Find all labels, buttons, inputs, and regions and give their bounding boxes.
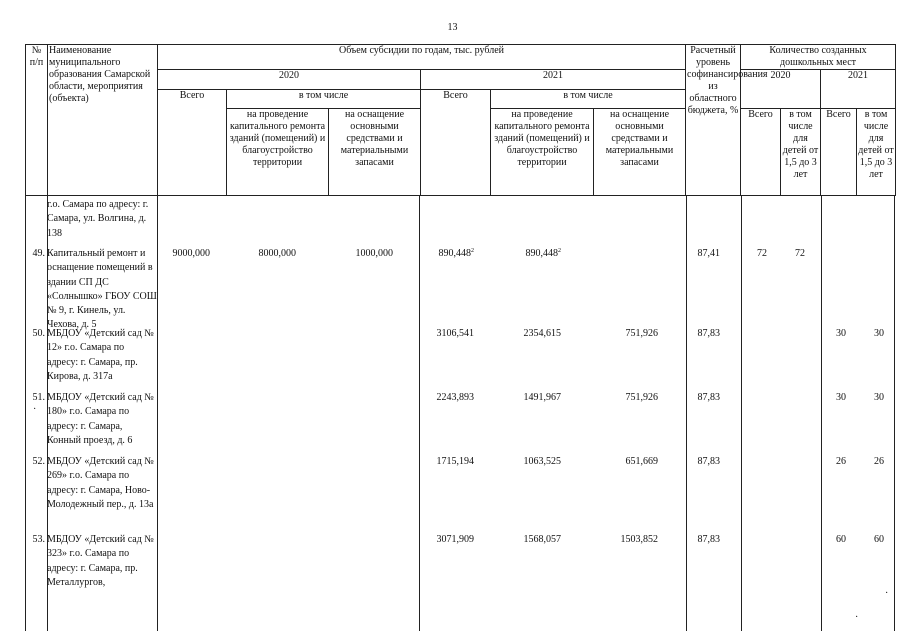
cell-value: 2243,893: [436, 392, 474, 403]
cell-p2021y: [804, 327, 884, 341]
cell-value: 87,83: [697, 392, 720, 403]
header-total-2021: Всего: [421, 89, 491, 196]
cell-r2021: [481, 533, 561, 547]
cell-t2021: [394, 247, 474, 261]
cell-value: 8000,000: [258, 248, 296, 259]
cell-t2020: [130, 247, 210, 261]
cell-r2021: [481, 391, 561, 405]
cell-t2021: [394, 533, 474, 547]
cell-value: 26: [836, 456, 846, 467]
row-index: 53.: [32, 534, 45, 545]
row-name: Капитальный ремонт и оснащение помещений в здании СП ДС «Солнышко» ГБОУ СОШ № 9, г. Кинель, ул. Чехова, д. 5: [47, 248, 157, 331]
cell-value: 72: [795, 248, 805, 259]
row-name: МБДОУ «Детский сад № 12» г.о. Самара по адресу: г. Самара, пр. Кирова, д. 317а: [47, 328, 154, 382]
footnote-mark: 2: [471, 248, 474, 254]
cell-e2020: [313, 247, 393, 261]
header-num: № п/п: [26, 45, 48, 196]
row-name: МБДОУ «Детский сад № 180» г.о. Самара по адресу: г. Самара, Конный проезд, д. 6: [47, 392, 154, 446]
header-equip-2020: на оснащение основными средствами и материальными запасами: [329, 109, 421, 196]
cell-value: 60: [836, 534, 846, 545]
cell-p2021y: [804, 391, 884, 405]
header-places-2020: 2020: [741, 70, 821, 109]
header-year-2020: 2020: [158, 70, 421, 90]
cell-p2021y: [804, 455, 884, 469]
cell-p2021y: [804, 533, 884, 547]
cell-value: 9000,000: [172, 248, 210, 259]
header-places: Количество созданных дошкольных мест: [741, 45, 896, 70]
footnote-mark: 2: [558, 248, 561, 254]
page-number: 13: [447, 22, 458, 33]
cell-value: 30: [836, 328, 846, 339]
header-incl-2021: в том числе: [491, 89, 686, 109]
cell-value: 1000,000: [355, 248, 393, 259]
cell-t2021: [394, 391, 474, 405]
cell-value: 3106,541: [436, 328, 474, 339]
column-rule: [821, 195, 822, 631]
cell-value: 1715,194: [436, 456, 474, 467]
header-places-incl-2021: в том числе для детей от 1,5 до 3 лет: [857, 109, 896, 196]
header-level: Расчетный уровень софинансирования из областного бюджета, %: [686, 45, 741, 196]
cell-value: 1063,525: [523, 456, 561, 467]
scan-mark: ·: [885, 588, 889, 599]
cell-level: [640, 455, 720, 469]
scan-mark: ·: [33, 404, 37, 415]
cell-level: [640, 327, 720, 341]
row-index: 49.: [32, 248, 45, 259]
row-index: 50.: [32, 328, 45, 339]
header-total-2020: Всего: [158, 89, 227, 196]
cell-value: 751,926: [625, 328, 658, 339]
header-subsidy: Объем субсидии по годам, тыс. рублей: [158, 45, 686, 70]
scan-mark: ·: [855, 612, 859, 623]
cell-r2020: [216, 247, 296, 261]
table-header: [25, 44, 896, 196]
cell-value: 30: [874, 328, 884, 339]
header-places-incl-2020: в том числе для детей от 1,5 до 3 лет: [781, 109, 821, 196]
cell-value: 2354,615: [523, 328, 561, 339]
header-equip-2021: на оснащение основными средствами и материальными запасами: [594, 109, 686, 196]
cell-value: 1568,057: [523, 534, 561, 545]
cell-value: 651,669: [625, 456, 658, 467]
header-places-2021: 2021: [821, 70, 896, 109]
header-year-2021: 2021: [421, 70, 686, 90]
cell-value: 26: [874, 456, 884, 467]
header-repair-2021: на проведение капитального ремонта зданий (помещений) и благоустройство территории: [491, 109, 594, 196]
cell-value: 30: [836, 392, 846, 403]
cell-t2021: [394, 327, 474, 341]
header-name: Наименование муниципального образования Самарской области, мероприятия (объекта): [48, 45, 158, 196]
column-rule: [894, 195, 895, 631]
cell-value: 87,41: [697, 248, 720, 259]
header-repair-2020: на проведение капитального ремонта зданий (помещений) и благоустройство территории: [227, 109, 329, 196]
cell-value: 87,83: [697, 534, 720, 545]
continuation-text: г.о. Самара по адресу: г. Самара, ул. Волгина, д. 138: [47, 199, 149, 239]
cell-t2021: [394, 455, 474, 469]
cell-value: 751,926: [625, 392, 658, 403]
cell-value: 60: [874, 534, 884, 545]
row-index: 51.: [32, 392, 45, 403]
cell-r2021: [481, 455, 561, 469]
cell-level: [640, 533, 720, 547]
cell-value: 87,83: [697, 328, 720, 339]
cell-r2021: [481, 327, 561, 341]
row-name: МБДОУ «Детский сад № 323» г.о. Самара по адресу: г. Самара, пр. Металлургов,: [47, 534, 154, 588]
header-incl-2020: в том числе: [227, 89, 421, 109]
cell-p2020y: [725, 247, 805, 261]
row-name: МБДОУ «Детский сад № 269» г.о. Самара по адресу: г. Самара, Ново-Молодежный пер., д. 13а: [47, 456, 154, 510]
header-places-total-2021: Всего: [821, 109, 857, 196]
row-index: 52.: [32, 456, 45, 467]
header-places-total-2020: Всего: [741, 109, 781, 196]
cell-value: 3071,909: [436, 534, 474, 545]
cell-value: 890,448: [525, 248, 558, 259]
cell-value: 30: [874, 392, 884, 403]
cell-value: 1503,852: [620, 534, 658, 545]
cell-value: 87,83: [697, 456, 720, 467]
cell-value: 72: [757, 248, 767, 259]
cell-value: 1491,967: [523, 392, 561, 403]
cell-level: [640, 391, 720, 405]
cell-r2021: [481, 247, 561, 261]
cell-value: 890,448: [438, 248, 471, 259]
